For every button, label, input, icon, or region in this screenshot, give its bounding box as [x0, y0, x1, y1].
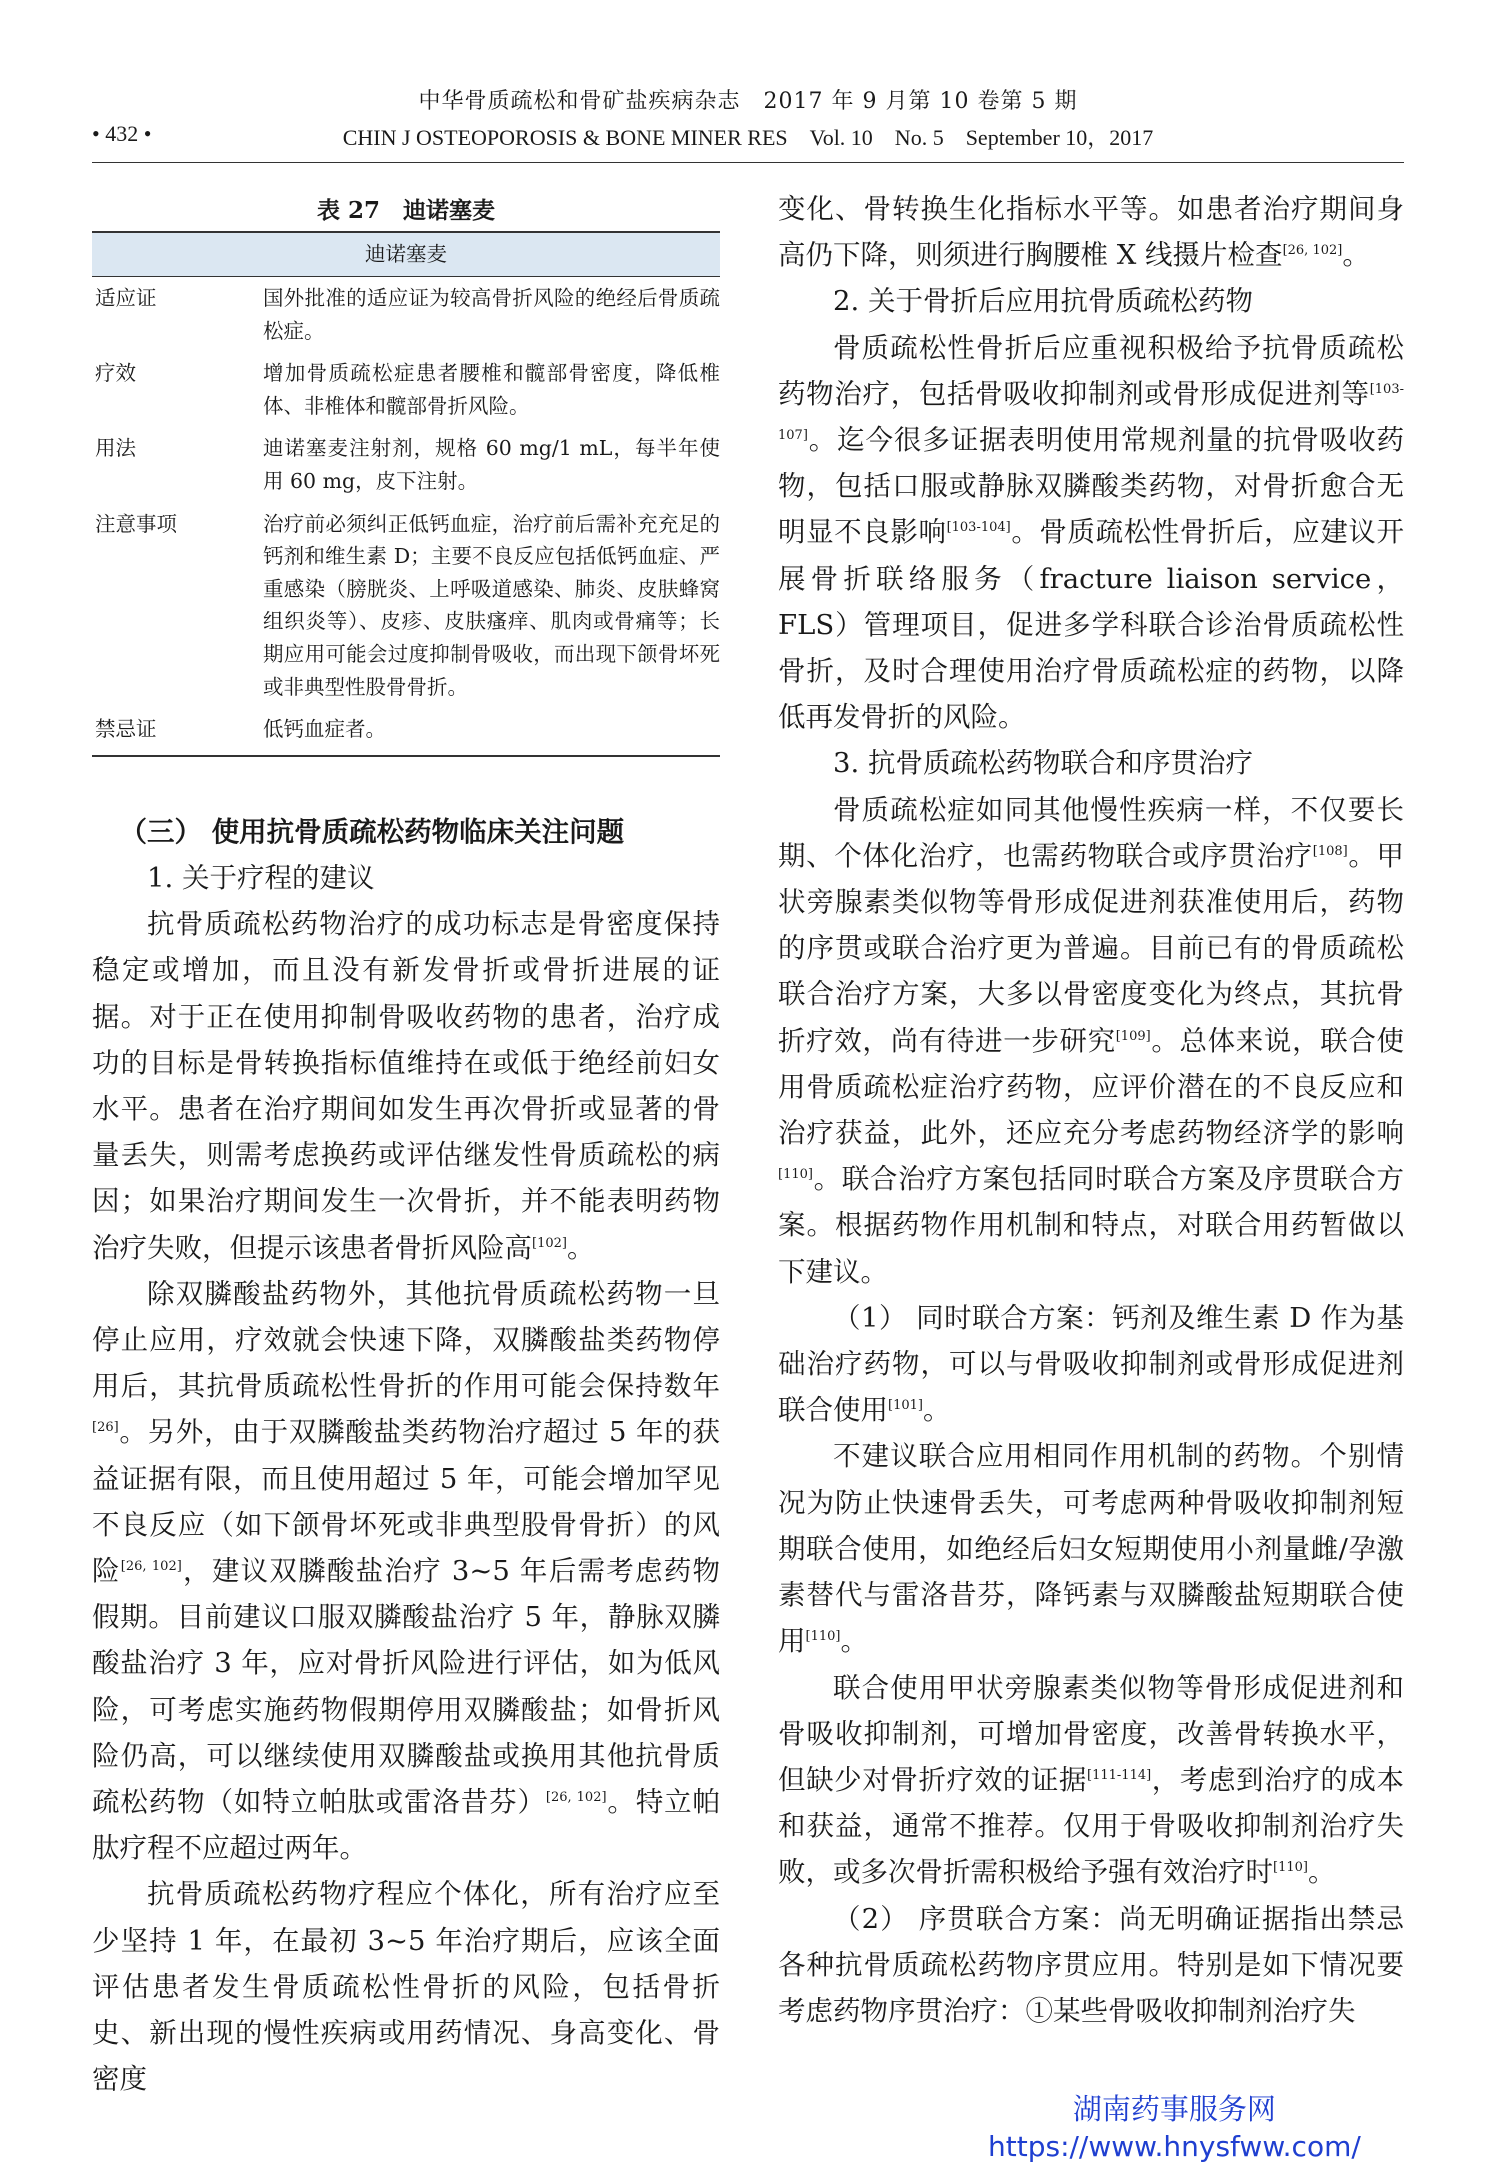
- table-header-row: [92, 232, 720, 277]
- text: 联合使用甲状旁腺素类似物等骨形成促进剂和骨吸收抑制剂，可增加骨密度，改善骨转换水平，但缺少对骨折疗效的证据: [778, 1671, 1404, 1796]
- text: 不建议联合应用相同作用机制的药物。个别情况为防止快速骨丢失，可考虑两种骨吸收抑制剂短期联合使用，如绝经后妇女短期使用小剂量雌/孕激素替代与雷洛昔芬，降钙素与双膦酸盐短期联合使用: [778, 1440, 1404, 1658]
- citation: [108]: [1312, 843, 1348, 859]
- header-rule: [92, 162, 1404, 163]
- citation: [102]: [532, 1235, 567, 1251]
- text: 。: [1307, 1856, 1336, 1889]
- table-row: [92, 427, 720, 502]
- journal-title-cn: 中华骨质疏松和骨矿盐疾病杂志 2017 年 9 月第 10 卷第 5 期: [418, 89, 1078, 114]
- paragraph: [778, 1433, 1404, 1664]
- row-key: 用法: [95, 436, 136, 461]
- journal-title-en: CHIN J OSTEOPOROSIS & BONE MINER RES Vol. 10 No. 5 September 10，2017: [342, 125, 1154, 150]
- citation: [109]: [1115, 1028, 1151, 1044]
- paragraph: 抗骨质疏松药物疗程应个体化，所有治疗应至少坚持 1 年，在最初 3~5 年治疗期后，应该全面评估患者发生骨质疏松性骨折的风险，包括骨折史、新出现的慢性疾病或用药情况、身高变化、骨密度: [92, 1878, 720, 2096]
- text: 。总体来说，联合使用骨质疏松症治疗药物，应评价潜在的不良反应和治疗获益，此外，还应充分考虑药物经济学的影响: [778, 1024, 1405, 1150]
- text: 。: [566, 1231, 595, 1264]
- table-header: 迪诺塞麦: [92, 232, 720, 277]
- section-heading: （三） 使用抗骨质疏松药物临床关注问题: [119, 815, 625, 848]
- text: ，建议双膦酸盐治疗 3~5 年后需考虑药物假期。目前建议口服双膦酸盐治疗 5 年，静脉双膦酸盐治疗 3 年，应对骨折风险进行评估，如为低风险，可考虑实施药物假期停用双膦酸盐；如骨折风险仍高，可以继续使用双膦酸盐或换用其他抗骨质疏松药物（如特立帕肽或雷洛昔芬）: [92, 1554, 720, 1818]
- row-key: 禁忌证: [92, 708, 263, 756]
- paragraph: [778, 1295, 1404, 1434]
- row-key: 适应证: [95, 286, 157, 310]
- citation: [26, 102]: [545, 1789, 607, 1805]
- text: 骨质疏松性骨折后应重视积极给予抗骨质疏松药物治疗，包括骨吸收抑制剂或骨形成促进剂等: [778, 331, 1404, 410]
- text: 。联合治疗方案包括同时联合方案及序贯联合方案。根据药物作用机制和特点，对联合用药暂做以下建议。: [778, 1163, 1404, 1288]
- paragraph: （2） 序贯联合方案：尚无明确证据指出禁忌各种抗骨质疏松药物序贯应用。特别是如下情况要考虑药物序贯治疗：①某些骨吸收抑制剂治疗失: [778, 1902, 1404, 2027]
- text: 。另外，由于双膦酸盐类药物治疗超过 5 年的获益证据有限，而且使用超过 5 年，可能会增加罕见不良反应（如下颌骨坏死或非典型股骨骨折）的风险: [92, 1416, 720, 1587]
- row-value: 增加骨质疏松症患者腰椎和髋部骨密度，降低椎体、非椎体和髋部骨折风险。: [263, 361, 720, 418]
- text: 。: [840, 1625, 868, 1658]
- subheading-combination: 3. 抗骨质疏松药物联合和序贯治疗: [833, 747, 1253, 780]
- paragraph: [778, 787, 1404, 1295]
- text: 。: [922, 1394, 951, 1427]
- text: 。迄今很多证据表明使用常规剂量的抗骨吸收药物，包括口服或静脉双膦酸类药物，对骨折愈合无明显不良影响: [778, 424, 1404, 549]
- text: 。特立帕肽疗程不应超过两年。: [92, 1785, 721, 1865]
- citation: [110]: [805, 1629, 841, 1645]
- subheading-duration: 1. 关于疗程的建议: [147, 861, 375, 894]
- text: （1） 同时联合方案：钙剂及维生素 D 作为基础治疗药物，可以与骨吸收抑制剂或骨形成促进剂联合使用: [778, 1301, 1404, 1427]
- paragraph: [778, 186, 1404, 278]
- row-value: 治疗前必须纠正低钙血症，治疗前后需补充充足的钙剂和维生素 D；主要不良反应包括低钙血症、严重感染（膀胱炎、上呼吸道感染、肺炎、皮肤蜂窝组织炎等）、皮疹、皮肤瘙痒、肌肉或骨痛等；长期应用可能会过度抑制骨吸收，而出现下颌骨坏死或非典型性股骨骨折。: [263, 511, 720, 699]
- row-value: 迪诺塞麦注射剂，规格 60 mg/1 mL，每半年使用 60 mg，皮下注射。: [263, 436, 720, 493]
- text: 。甲状旁腺素类似物等骨形成促进剂获准使用后，药物的序贯或联合治疗更为普遍。目前已有的骨质疏松联合治疗方案，大多以骨密度变化为终点，其抗骨折疗效，尚有待进一步研究: [778, 839, 1405, 1057]
- left-column: [92, 186, 720, 2102]
- citation: [103-104]: [946, 520, 1011, 536]
- right-column: [778, 186, 1404, 2034]
- table-row: [92, 277, 720, 353]
- page-header: [0, 0, 1496, 160]
- text: 。: [1342, 239, 1370, 272]
- citation: [111-114]: [1087, 1767, 1152, 1783]
- table-title: 表 27 迪诺塞麦: [316, 197, 495, 224]
- row-value: 国外批准的适应证为较高骨折风险的绝经后骨质疏松症。: [263, 286, 720, 343]
- paragraph: [92, 901, 720, 1271]
- text: ，考虑到治疗的成本和获益，通常不推荐。仅用于骨吸收抑制剂治疗失败，或多次骨折需积极给予强有效治疗时: [778, 1763, 1405, 1889]
- page-number: • 432 •: [92, 121, 152, 146]
- citation: [26, 102]: [120, 1558, 182, 1574]
- citation: [103-107]: [778, 381, 1404, 443]
- text: 。骨质疏松性骨折后，应建议开展骨折联络服务（fracture liaison service，FLS）管理项目，促进多学科联合诊治骨质疏松性骨折，及时合理使用治疗骨质疏松症的药物，以降低再发骨折的风险。: [778, 516, 1405, 734]
- paragraph: [778, 325, 1404, 741]
- paragraph: [92, 1271, 720, 1872]
- drug-table: [92, 231, 720, 757]
- row-key: 疗效: [95, 361, 136, 386]
- subheading-after-fracture: 2. 关于骨折后应用抗骨质疏松药物: [833, 285, 1253, 318]
- table-row: [92, 708, 720, 756]
- citation: [26]: [92, 1420, 119, 1436]
- text: 除双膦酸盐药物外，其他抗骨质疏松药物一旦停止应用，疗效就会快速下降，双膦酸盐类药物停用后，其抗骨质疏松性骨折的作用可能会保持数年: [92, 1277, 720, 1403]
- text: 变化、骨转换生化指标水平等。如患者治疗期间身高仍下降，则须进行胸腰椎 X 线摄片检查: [778, 193, 1404, 272]
- table-row: [92, 352, 720, 427]
- text: 抗骨质疏松药物治疗的成功标志是骨密度保持稳定或增加，而且没有新发骨折或骨折进展的证据。对于正在使用抑制骨吸收药物的患者，治疗成功的目标是骨转换指标值维持在或低于绝经前妇女水平。患者在治疗期间如发生再次骨折或显著的骨量丢失，则需考虑换药或评估继发性骨质疏松的病因；如果治疗期间发生一次骨折，并不能表明药物治疗失败，但提示该患者骨折风险高: [92, 908, 720, 1264]
- row-value: 低钙血症者。: [263, 708, 720, 756]
- citation: [26, 102]: [1282, 243, 1343, 259]
- table-row: [92, 503, 720, 709]
- table-27: [92, 191, 720, 757]
- watermark-url: https://www.hnysfww.com/: [988, 2130, 1361, 2163]
- citation: [110]: [778, 1167, 813, 1183]
- spacer: [92, 757, 720, 809]
- paragraph: [778, 1665, 1404, 1896]
- citation: [101]: [888, 1398, 923, 1414]
- watermark-name: 湖南药事服务网: [1072, 2092, 1276, 2126]
- watermark: [988, 2090, 1361, 2166]
- row-key: 注意事项: [95, 511, 177, 536]
- citation: [110]: [1273, 1860, 1308, 1876]
- text: 骨质疏松症如同其他慢性疾病一样，不仅要长期、个体化治疗，也需药物联合或序贯治疗: [778, 793, 1404, 872]
